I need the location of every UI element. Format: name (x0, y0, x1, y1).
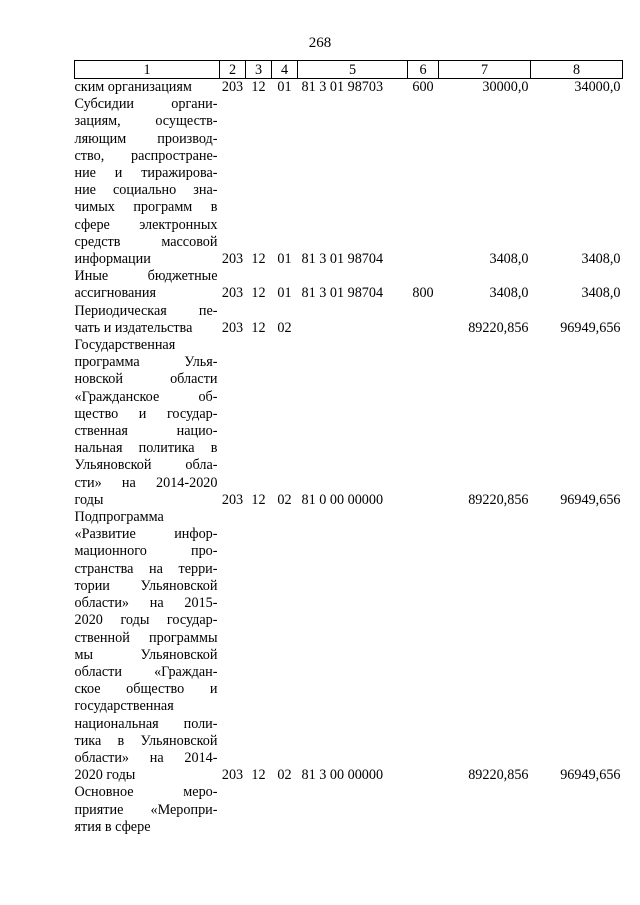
cell-col-2: 203 (221, 319, 244, 336)
row-name-cell (75, 337, 220, 509)
row-name-line: ляющим производ- (74, 130, 218, 147)
row-name-line: чимых программ в (74, 199, 218, 216)
table-row (75, 784, 623, 836)
cell-col-3: 12 (251, 767, 266, 784)
row-name-line: странства на терри- (74, 560, 218, 577)
row-name-line: мационного про- (74, 543, 218, 560)
cell-col-7: 3408,0 (489, 285, 529, 302)
cell-col-8: 96949,656 (560, 491, 621, 508)
row-name-cell (75, 79, 220, 97)
column-header: 4 (272, 61, 298, 79)
table-row (75, 303, 623, 337)
row-name-line: области» на 2014- (74, 749, 218, 766)
table-header-row (75, 61, 623, 79)
cell-col-6 (408, 784, 439, 836)
table-row (75, 337, 623, 509)
row-name-line: Ульяновской обла- (74, 457, 218, 474)
row-name-line: чать и издательства (74, 319, 193, 336)
cell-col-7: 89220,856 (468, 767, 529, 784)
cell-col-8: 3408,0 (581, 285, 621, 302)
row-name-line: щество и государ- (74, 405, 218, 422)
row-name-line: сфере электронных (74, 216, 218, 233)
column-header: 2 (220, 61, 246, 79)
row-name-line: Иные бюджетные (74, 268, 218, 285)
row-name-line: 2020 годы государ- (74, 612, 218, 629)
row-name-line: новской области (74, 371, 218, 388)
column-header: 6 (408, 61, 439, 79)
column-header: 7 (439, 61, 531, 79)
cell-col-7: 89220,856 (468, 319, 529, 336)
row-name-line: области «Граждан- (74, 663, 218, 680)
cell-col-7: 30000,0 (482, 79, 529, 95)
cell-col-8: 3408,0 (581, 251, 621, 268)
row-name-line: сти» на 2014-2020 (74, 474, 218, 491)
table-row (75, 79, 623, 97)
cell-col-4: 02 (277, 491, 292, 508)
cell-col-2: 203 (221, 285, 244, 302)
row-name-line: ственная нацио- (74, 423, 218, 440)
cell-col-2: 203 (221, 251, 244, 268)
cell-col-5: 81 3 01 98703 (301, 79, 384, 95)
row-name-line: тории Ульяновской (74, 577, 218, 594)
row-name-line: государственная (74, 698, 174, 715)
cell-col-3: 12 (251, 319, 266, 336)
cell-col-4: 02 (277, 767, 292, 784)
cell-col-8 (531, 784, 623, 836)
table-row (75, 268, 623, 302)
budget-table (74, 60, 623, 836)
cell-col-3: 12 (251, 79, 266, 95)
row-name-line: информации (74, 251, 151, 268)
cell-col-5 (298, 784, 408, 836)
row-name-line: Государственная (74, 337, 176, 354)
column-header: 5 (298, 61, 408, 79)
row-name-line: ние социально зна- (74, 182, 218, 199)
cell-col-3: 12 (251, 285, 266, 302)
row-name-cell (75, 784, 220, 836)
row-name-line: ское общество и (74, 681, 218, 698)
cell-col-5: 81 3 01 98704 (301, 251, 384, 268)
row-name-line: средств массовой (74, 233, 218, 250)
cell-col-4: 01 (277, 251, 292, 268)
cell-col-4: 01 (277, 285, 292, 302)
row-name-cell (75, 96, 220, 268)
row-name-line: ние и тиражирова- (74, 165, 218, 182)
table-row (75, 96, 623, 268)
table-row (75, 509, 623, 784)
row-name-line: ственной программы (74, 629, 218, 646)
column-header: 3 (246, 61, 272, 79)
cell-col-5: 81 0 00 00000 (301, 491, 384, 508)
page-number: 268 (308, 35, 332, 51)
row-name-line: Основное меро- (74, 784, 218, 801)
row-name-line: ство, распростране- (74, 147, 218, 164)
row-name-line: Периодическая пе- (74, 302, 218, 319)
cell-col-3 (246, 784, 272, 836)
cell-col-6: 800 (412, 285, 434, 302)
cell-col-4 (272, 784, 298, 836)
cell-col-2 (220, 784, 246, 836)
row-name-line: зациям, осуществ- (74, 113, 218, 130)
row-name-line: нальная политика в (74, 440, 218, 457)
cell-col-6 (408, 96, 439, 268)
row-name-line: программа Улья- (74, 354, 218, 371)
cell-col-6 (408, 303, 439, 337)
row-name-line: ятия в сфере (74, 818, 151, 835)
cell-col-7: 3408,0 (489, 251, 529, 268)
cell-col-2: 203 (221, 79, 244, 95)
row-name-line: Подпрограмма (74, 509, 164, 526)
row-name-line: тика в Ульяновской (74, 732, 218, 749)
cell-col-7: 89220,856 (468, 491, 529, 508)
cell-col-7 (439, 784, 531, 836)
cell-col-3: 12 (251, 491, 266, 508)
cell-col-6 (408, 509, 439, 784)
row-name-cell (75, 268, 220, 302)
row-name-line: ассигнования (74, 285, 157, 302)
cell-col-2: 203 (221, 767, 244, 784)
column-header: 8 (531, 61, 623, 79)
row-name-line: годы (74, 491, 104, 508)
row-name-line: приятие «Меропри- (74, 801, 218, 818)
cell-col-8: 34000,0 (574, 79, 621, 95)
cell-col-8: 96949,656 (560, 767, 621, 784)
row-name-cell (75, 303, 220, 337)
row-name-line: «Развитие инфор- (74, 526, 218, 543)
cell-col-4: 02 (277, 319, 292, 336)
row-name-line: ским организациям (74, 79, 192, 95)
cell-col-5: 81 3 01 98704 (301, 285, 384, 302)
table-body (75, 79, 623, 836)
row-name-line: национальная поли- (74, 715, 218, 732)
row-name-cell (75, 509, 220, 784)
cell-col-8: 96949,656 (560, 319, 621, 336)
row-name-line: мы Ульяновской (74, 646, 218, 663)
cell-col-4: 01 (277, 79, 292, 95)
cell-col-6: 600 (412, 79, 434, 95)
row-name-line: области» на 2015- (74, 595, 218, 612)
cell-col-3: 12 (251, 251, 266, 268)
row-name-line: Субсидии органи- (74, 96, 218, 113)
row-name-line: 2020 годы (74, 767, 136, 784)
column-header: 1 (75, 61, 220, 79)
cell-col-5: 81 3 00 00000 (301, 767, 384, 784)
row-name-line: «Гражданское об- (74, 388, 218, 405)
cell-col-2: 203 (221, 491, 244, 508)
cell-col-5 (298, 303, 408, 337)
cell-col-6 (408, 337, 439, 509)
